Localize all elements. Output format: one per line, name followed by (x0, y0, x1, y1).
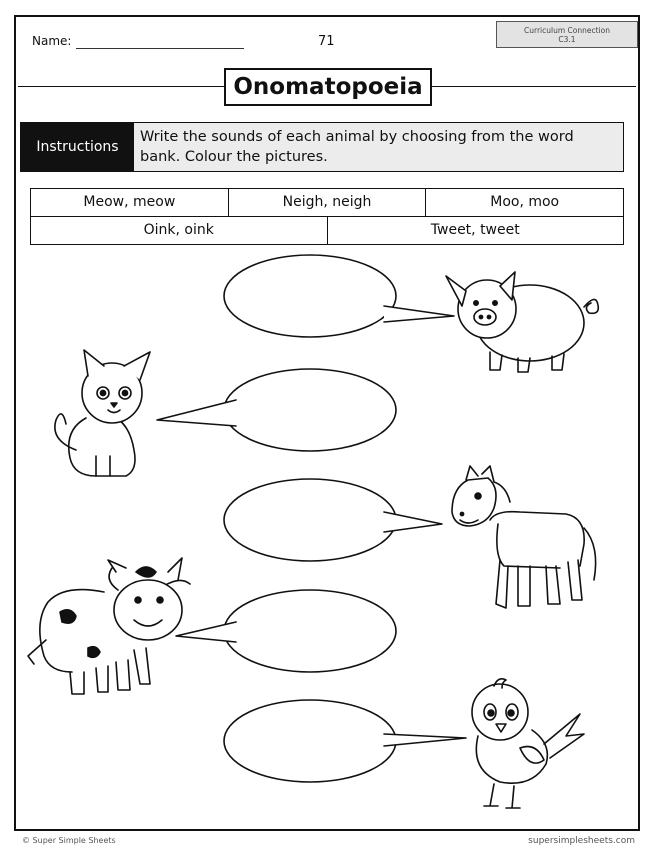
name-label: Name: (32, 34, 72, 48)
instructions-heading: Instructions (21, 123, 134, 171)
word-bank-cell: Oink, oink (31, 217, 328, 244)
curriculum-title: Curriculum Connection (524, 26, 610, 35)
footer-website[interactable]: supersimplesheets.com (528, 836, 635, 846)
page-title: Onomatopoeia (224, 68, 432, 106)
speech-bubble-4[interactable] (176, 590, 396, 672)
bird-picture (472, 679, 584, 808)
word-bank-cell: Tweet, tweet (430, 222, 520, 238)
curriculum-code: C3.1 (558, 35, 576, 44)
page-number: 71 (318, 34, 335, 49)
word-bank-cell: Meow, meow (31, 189, 229, 216)
cow-picture (28, 558, 190, 694)
word-bank-cell: Neigh, neigh (229, 189, 427, 216)
cat-picture (55, 350, 150, 476)
footer-copyright: © Super Simple Sheets (22, 836, 116, 845)
pig-picture (446, 272, 598, 372)
speech-bubble-2[interactable] (157, 369, 396, 451)
instructions-line-1: Write the sounds of each animal by choosing from the word (140, 129, 574, 145)
instructions-line-2: bank. Colour the pictures. (140, 149, 328, 165)
speech-bubble-5[interactable] (224, 700, 466, 782)
word-bank-cell: Moo, moo (490, 194, 560, 210)
speech-bubble-3[interactable] (224, 479, 442, 561)
speech-bubble-1[interactable] (224, 255, 454, 337)
horse-picture (452, 466, 596, 608)
